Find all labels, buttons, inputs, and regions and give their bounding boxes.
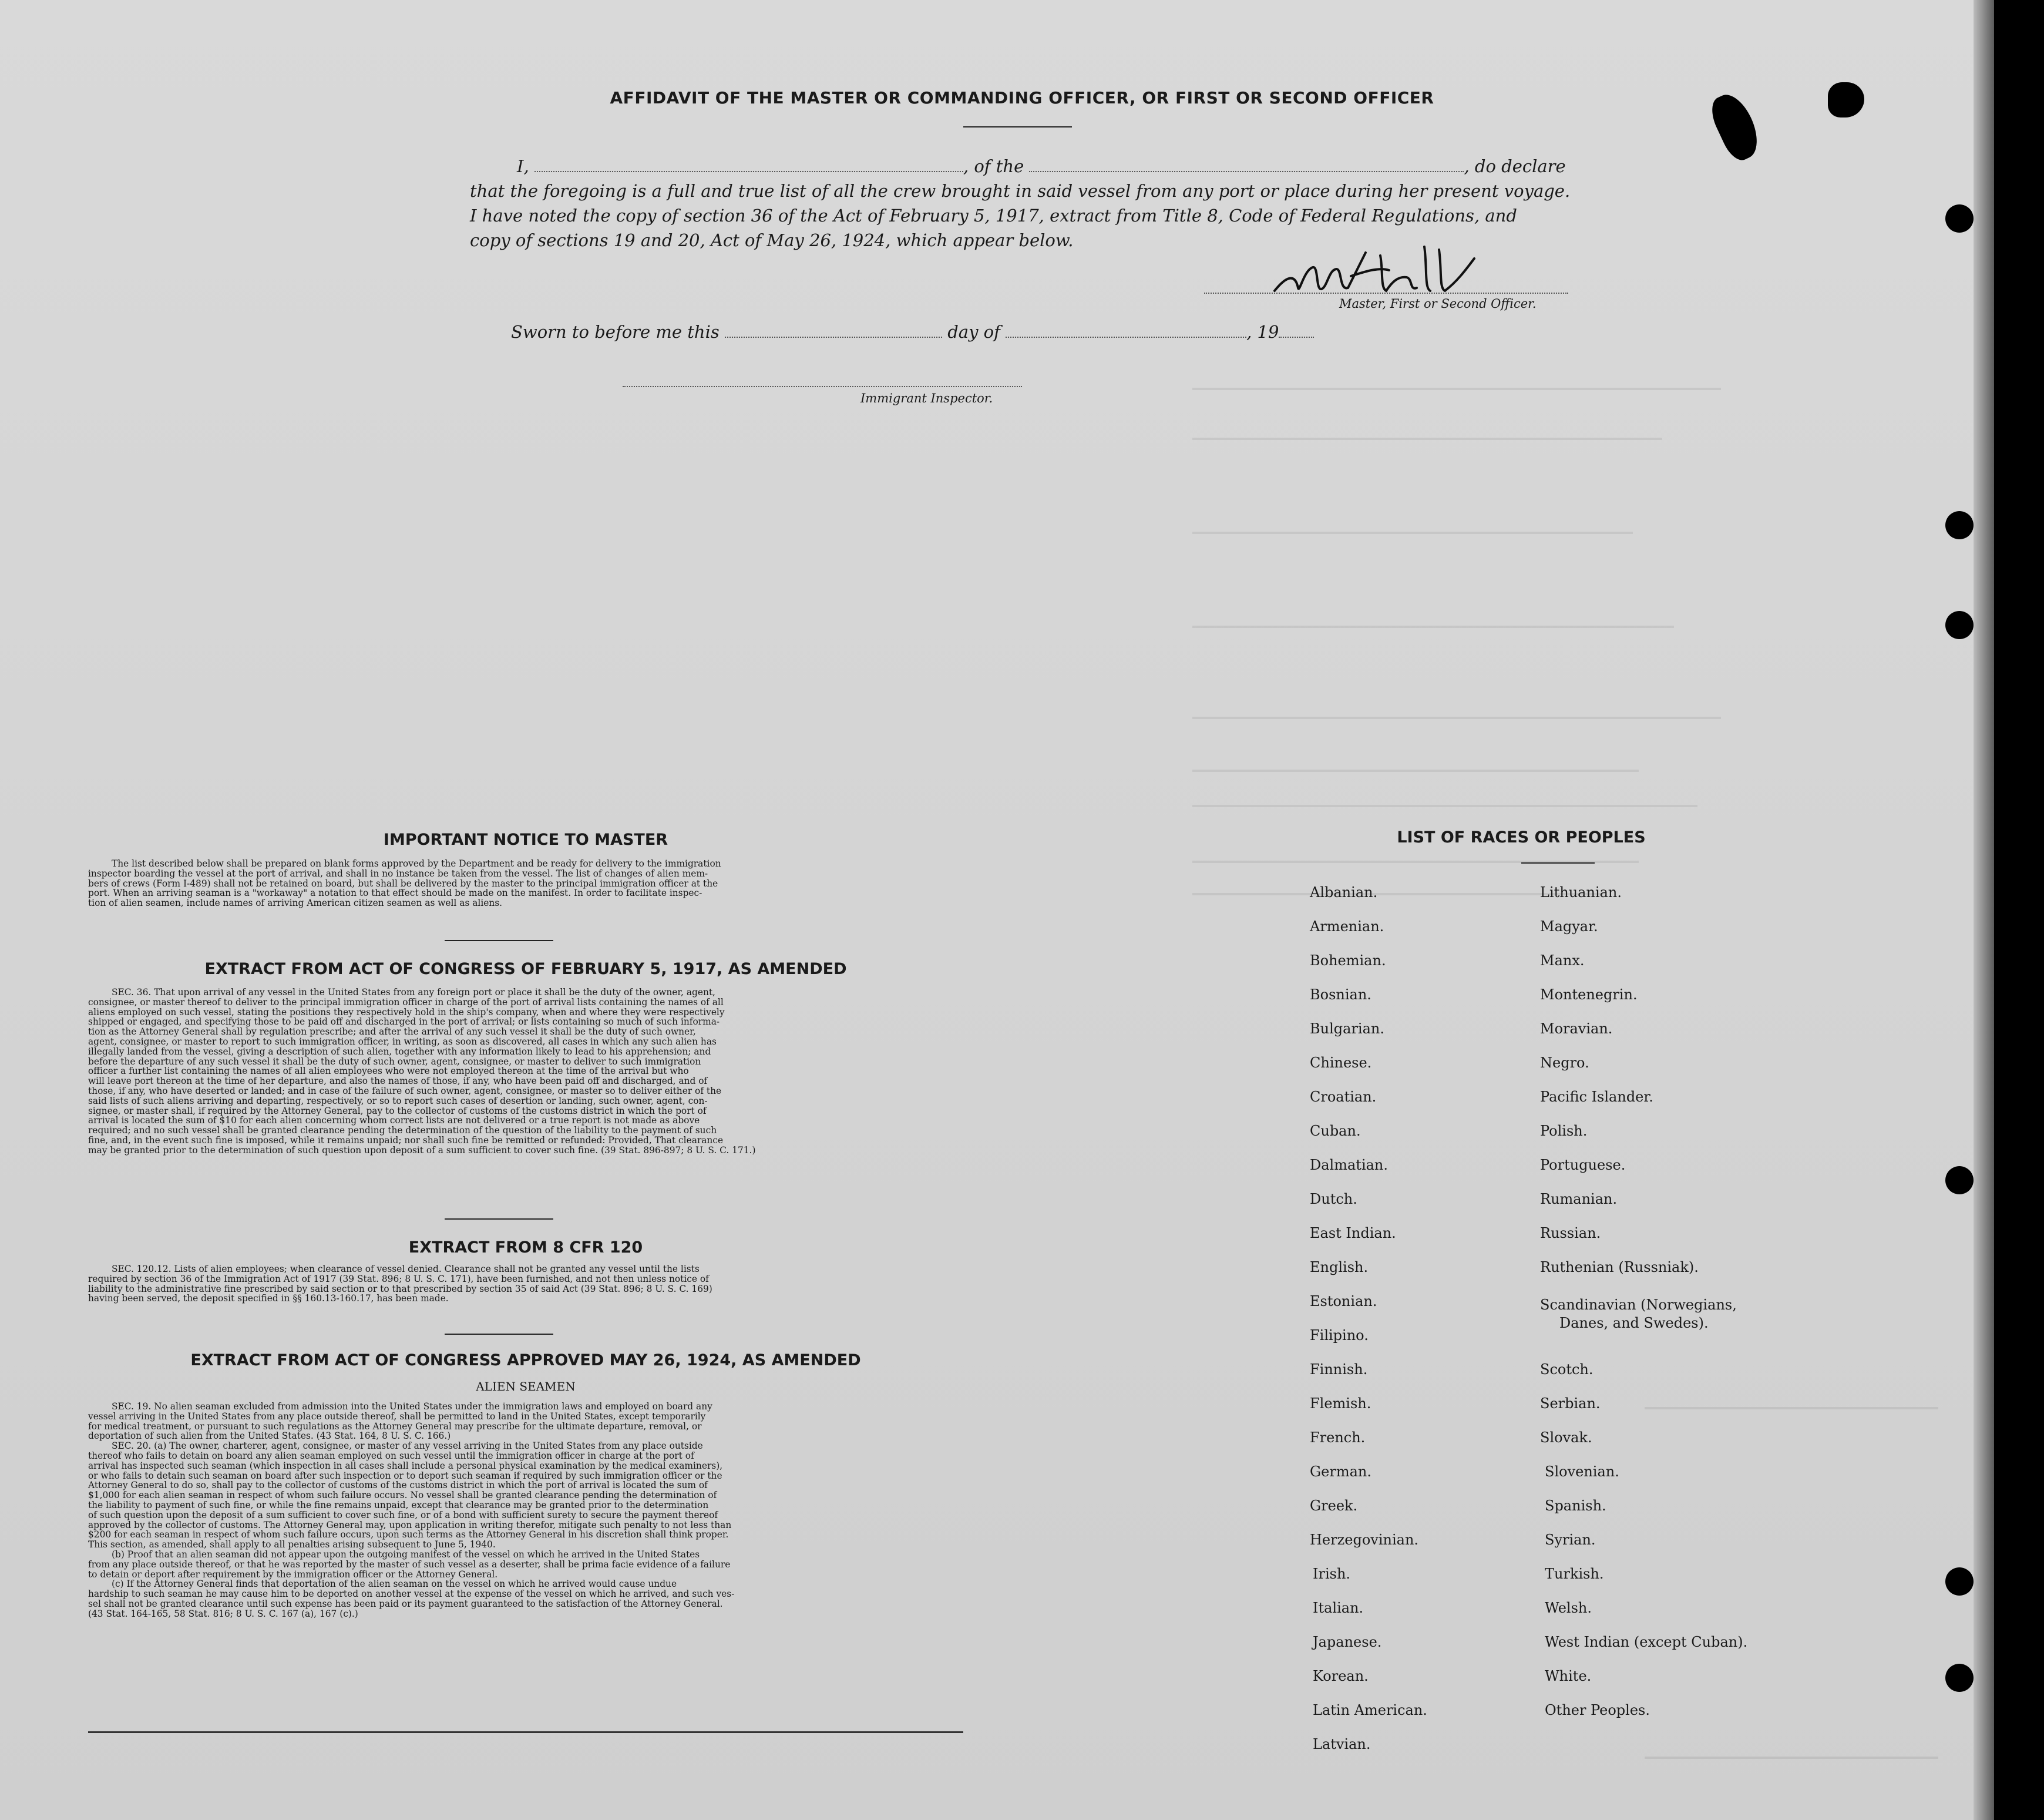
signature-caption: Master, First or Second Officer. bbox=[1339, 297, 1537, 311]
race-chinese: Chinese. bbox=[1310, 1055, 1372, 1071]
race-welsh: Welsh. bbox=[1545, 1600, 1592, 1616]
race-portuguese: Portuguese. bbox=[1540, 1157, 1626, 1173]
race-albanian: Albanian. bbox=[1310, 884, 1378, 901]
extract-1924-title: EXTRACT FROM ACT OF CONGRESS APPROVED MAY 26, 1924, AS AMENDED bbox=[190, 1351, 861, 1369]
cfr-body: SEC. 120.12. Lists of alien employees; when clearance of vessel denied. Clearance shall not be granted any vessel until the lists required by section 36 of the Immigration Act of 1917 (39 Stat. 896; 8 U. S. C. 171), have been furnished, and not then unless notice of liability to the administrative fine prescribed by said section or to that prescribed by section 35 of said Act (39 Stat. 896; 8 U. S. C. 169) having been served, the deposit specified in §§ 160.13-160.17, has been made. bbox=[88, 1264, 712, 1304]
race-herzegovinian: Herzegovinian. bbox=[1310, 1532, 1419, 1548]
inspector-signature-line[interactable] bbox=[623, 386, 1022, 387]
section-divider-2 bbox=[445, 1218, 553, 1220]
title-underline bbox=[963, 126, 1072, 127]
race-armenian: Armenian. bbox=[1310, 918, 1384, 935]
race-east-indian: East Indian. bbox=[1310, 1225, 1396, 1241]
race-french: French. bbox=[1310, 1429, 1366, 1446]
race-dalmatian: Dalmatian. bbox=[1310, 1157, 1389, 1173]
signature-line[interactable] bbox=[1204, 293, 1568, 294]
race-latin-american: Latin American. bbox=[1313, 1702, 1427, 1718]
extract-1924-body: SEC. 19. No alien seaman excluded from admission into the United States under the immigration laws and employed on board any vessel arriving in the United States from any place outside thereof, shall be permitted to land in the United States, except temporarily for medical treatment, or pursuant to such regulations as the Attorney General may prescribe for the ultimate departure, removal, or deportation of such alien from the United States. (43 Stat. 164, 8 U. S. C. 166.) SEC. 20. (a) The owner, charterer, agent, consignee, or master of any vessel arriving in the United States from any place outside thereof who fails to detain on board any alien seaman employed on such vessel until the immigration officer in charge at the port of arrival has inspected such seaman (which inspection in all cases shall include a personal physical examination by the medical examiners), or who fails to detain such seaman on board after such inspection or to deport such seaman if required by such immigration officer or the Attorney General to do so, shall pay to the collector of customs of the customs district in which the port of arrival is located the sum of $1,000 for each alien seaman in respect of whom such failure occurs. No vessel shall be granted clearance pending the determination of the liability to payment of such fine, or while the fine remains unpaid, except that clearance may be granted prior to the determination of such question upon the deposit of a sum sufficient to cover such fine, or of a bond with sufficient surety to secure the payment thereof approved by the collector of customs. The Attorney General may, upon application in writing therefor, mitigate such penalty to not less than $200 for each seaman in respect of whom such failure occurs, upon such terms as the Attorney General in his discretion shall think proper. This section, as amended, shall apply to all penalties arising subsequent to June 5, 1940. (b) Proof that an alien seaman did not appear upon the outgoing manifest of the vessel on which he arrived in the United States from any place outside thereof, or that he was reported by the master of such vessel as a deserter, shall be prima facie evidence of a failure to detain or deport after requirement by the immigration officer or the Attorney General. (c) If the Attorney General finds that deportation of the alien seaman on the vessel on which he arrived would cause undue hardship to such seaman he may cause him to be deported on another vessel at the expense of the vessel on which he arrived, and such ves- sel shall not be granted clearance until such expense has been paid or its payment guaranteed to the satisfaction of the Attorney General. (43 Stat. 164-165, 58 Stat. 816; 8 U. S. C. 167 (a), 167 (c).) bbox=[88, 1401, 735, 1619]
races-title: LIST OF RACES OR PEOPLES bbox=[1397, 828, 1646, 847]
race-spanish: Spanish. bbox=[1545, 1497, 1606, 1514]
race-lithuanian: Lithuanian. bbox=[1540, 884, 1622, 901]
race-japanese: Japanese. bbox=[1313, 1634, 1382, 1650]
race-pacific-islander: Pacific Islander. bbox=[1540, 1089, 1653, 1105]
race-other-peoples: Other Peoples. bbox=[1545, 1702, 1650, 1718]
declaration-line-2: that the foregoing is a full and true list of all the crew brought in said vessel from any port or place during her present voyage. bbox=[470, 181, 1571, 201]
punch-hole-4 bbox=[1945, 1166, 1974, 1194]
extract-1917-body: SEC. 36. That upon arrival of any vessel in the United States from any foreign port or place it shall be the duty of the owner, agent, consignee, or master thereof to deliver to the principal immigration officer in charge of the port of arrival lists containing the names of all aliens employed on such vessel, stating the positions they respectively hold in the ship's company, when and where they were respectively shipped or engaged, and specifying those to be paid off and discharged in the port of arrival; or lists containing so much of such informa- tion as the Attorney General shall by regulation prescribe; and after the arrival of any such vessel it shall be the duty of such owner, agent, consignee, or master to report to such immigration officer, in writing, as soon as discovered, all cases in which any such alien has illegally landed from the vessel, giving a description of such alien, together with any information likely to lead to his apprehension; and before the departure of any such vessel it shall be the duty of such owner, agent, consignee, or master to deliver to such immigration officer a further list containing the names of all alien employees who were not employed thereon at the time of the arrival but who will leave port thereon at the time of her departure, and also the names of those, if any, who have been paid off and discharged, and of those, if any, who have deserted or landed; and in case of the failure of such owner, agent, consignee, or master so to deliver either of the said lists of such aliens arriving and departing, respectively, or so to report such cases of desertion or landing, such owner, agent, con- signee, or master shall, if required by the Attorney General, pay to the collector of customs of the customs district in which the port of arrival is located the sum of $10 for each alien concerning whom correct lists are not delivered or a true report is not made as above required; and no such vessel shall be granted clearance pending the determination of the question of the liability to the payment of such fine, and, in the event such fine is imposed, while it remains unpaid; nor shall such fine be remitted or refunded: Provided, That clearance may be granted prior to the determination of such question upon deposit of a sum sufficient to cover such fine. (39 Stat. 896-897; 8 U. S. C. 171.) bbox=[88, 987, 756, 1156]
race-filipino: Filipino. bbox=[1310, 1327, 1369, 1344]
inspector-caption: Immigrant Inspector. bbox=[860, 391, 993, 405]
race-korean: Korean. bbox=[1313, 1668, 1369, 1684]
race-manx: Manx. bbox=[1540, 952, 1585, 969]
race-dutch: Dutch. bbox=[1310, 1191, 1357, 1207]
race-bosnian: Bosnian. bbox=[1310, 986, 1371, 1003]
cfr-title: EXTRACT FROM 8 CFR 120 bbox=[408, 1238, 643, 1257]
notice-body: The list described below shall be prepared on blank forms approved by the Department and be ready for delivery to the immigration inspector boarding the vessel at the port of arrival, and shall in no instance be taken from the vessel. The list of changes of alien mem- bers of crews (Form I-489) shall not be retained on board, but shall be delivered by the master to the principal immigration officer at the port. When an arriving seaman is a "workaway" a notation to that effect should be made on the manifest. In order to facilitate inspec- tion of alien seamen, include names of arriving American citizen seamen as well as aliens. bbox=[88, 858, 721, 909]
page-edge-shadow bbox=[1974, 0, 1994, 1820]
punch-hole-3 bbox=[1945, 611, 1974, 639]
race-russian: Russian. bbox=[1540, 1225, 1601, 1241]
declarant-label: I, bbox=[517, 156, 529, 176]
scan-border bbox=[1994, 0, 2044, 1820]
race-west-indian: West Indian (except Cuban). bbox=[1545, 1634, 1748, 1650]
punch-hole-6 bbox=[1945, 1664, 1974, 1692]
section-divider-3 bbox=[445, 1334, 553, 1335]
race-estonian: Estonian. bbox=[1310, 1293, 1377, 1309]
section-divider-1 bbox=[445, 940, 553, 941]
race-serbian: Serbian. bbox=[1540, 1395, 1601, 1412]
race-german: German. bbox=[1310, 1463, 1371, 1480]
vessel-label: , of the bbox=[963, 156, 1024, 176]
race-scotch: Scotch. bbox=[1540, 1361, 1593, 1378]
punch-hole-2 bbox=[1945, 511, 1974, 539]
race-english: English. bbox=[1310, 1259, 1369, 1275]
race-croatian: Croatian. bbox=[1310, 1089, 1377, 1105]
race-syrian: Syrian. bbox=[1545, 1532, 1596, 1548]
bottom-rule bbox=[88, 1731, 963, 1733]
race-rumanian: Rumanian. bbox=[1540, 1191, 1618, 1207]
race-slovenian: Slovenian. bbox=[1545, 1463, 1619, 1480]
race-irish: Irish. bbox=[1313, 1566, 1351, 1582]
race-scandinavian-cont: Danes, and Swedes). bbox=[1559, 1315, 1709, 1331]
declarant-name-field[interactable] bbox=[534, 158, 963, 172]
declaration-line-3: I have noted the copy of section 36 of the Act of February 5, 1917, extract from Title 8, Code of Federal Regulations, and bbox=[470, 206, 1517, 226]
day-of-label: day of bbox=[947, 322, 1000, 342]
punch-hole-5 bbox=[1945, 1567, 1974, 1596]
race-slovak: Slovak. bbox=[1540, 1429, 1592, 1446]
race-bulgarian: Bulgarian. bbox=[1310, 1020, 1384, 1037]
sworn-line bbox=[511, 322, 1314, 342]
extract-1917-title: EXTRACT FROM ACT OF CONGRESS OF FEBRUARY 5, 1917, AS AMENDED bbox=[204, 960, 847, 978]
race-polish: Polish. bbox=[1540, 1123, 1588, 1139]
race-montenegrin: Montenegrin. bbox=[1540, 986, 1638, 1003]
races-title-underline bbox=[1521, 862, 1595, 864]
punch-hole-1 bbox=[1945, 204, 1974, 233]
race-white: White. bbox=[1545, 1668, 1592, 1684]
declaration-line-4: copy of sections 19 and 20, Act of May 26, 1924, which appear below. bbox=[470, 230, 1074, 250]
race-italian: Italian. bbox=[1313, 1600, 1364, 1616]
race-bohemian: Bohemian. bbox=[1310, 952, 1386, 969]
race-magyar: Magyar. bbox=[1540, 918, 1598, 935]
year-label: , 19 bbox=[1246, 322, 1279, 342]
vessel-name-field[interactable] bbox=[1029, 158, 1464, 172]
affidavit-title: AFFIDAVIT OF THE MASTER OR COMMANDING OFFICER, OR FIRST OR SECOND OFFICER bbox=[610, 88, 1434, 108]
race-moravian: Moravian. bbox=[1540, 1020, 1613, 1037]
officer-signature bbox=[1263, 235, 1515, 305]
race-scandinavian: Scandinavian (Norwegians, bbox=[1540, 1297, 1737, 1313]
race-negro: Negro. bbox=[1540, 1055, 1589, 1071]
sworn-day-field[interactable] bbox=[725, 324, 942, 338]
declare-label: , do declare bbox=[1464, 156, 1566, 176]
race-cuban: Cuban. bbox=[1310, 1123, 1361, 1139]
race-greek: Greek. bbox=[1310, 1497, 1358, 1514]
race-latvian: Latvian. bbox=[1313, 1736, 1371, 1752]
race-flemish: Flemish. bbox=[1310, 1395, 1371, 1412]
sworn-month-field[interactable] bbox=[1006, 324, 1246, 338]
notice-title: IMPORTANT NOTICE TO MASTER bbox=[383, 831, 668, 849]
sworn-label: Sworn to before me this bbox=[511, 322, 720, 342]
race-ruthenian: Ruthenian (Russniak). bbox=[1540, 1259, 1699, 1275]
alien-seamen-subtitle: ALIEN SEAMEN bbox=[476, 1379, 576, 1393]
race-finnish: Finnish. bbox=[1310, 1361, 1368, 1378]
race-turkish: Turkish. bbox=[1545, 1566, 1604, 1582]
sworn-year-field[interactable] bbox=[1279, 324, 1314, 338]
